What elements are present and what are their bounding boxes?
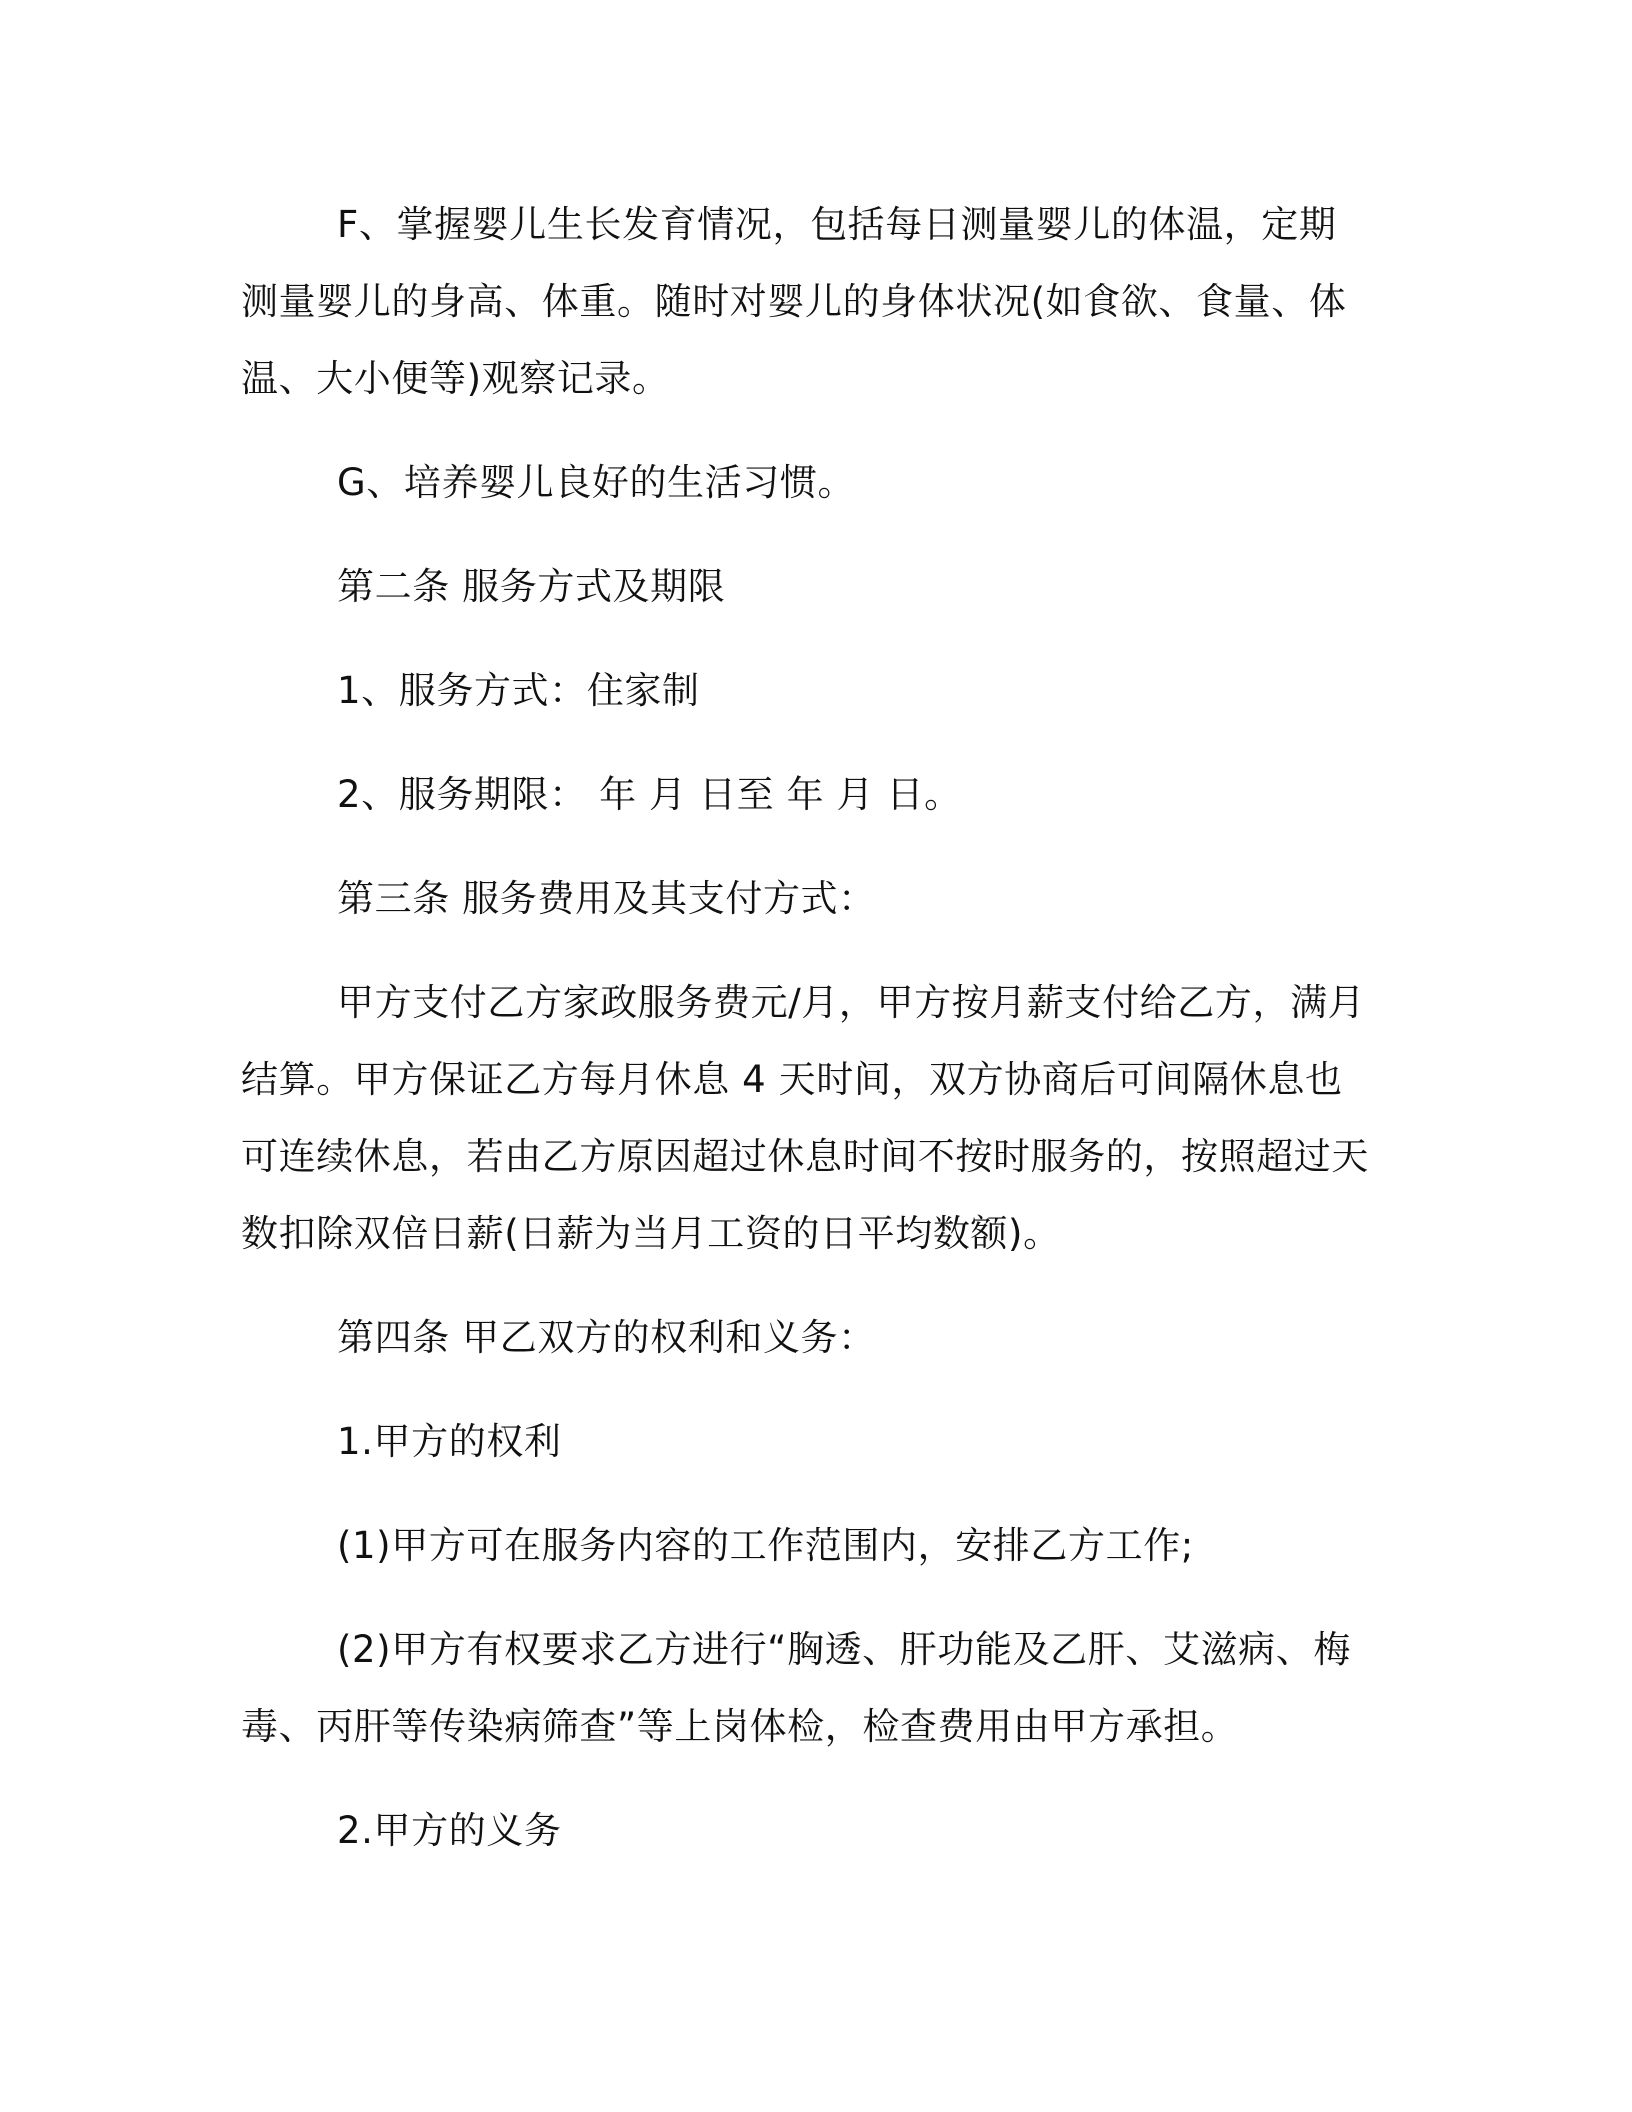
party-a-right-1: (1)甲方可在服务内容的工作范围内，安排乙方工作; [337,1524,1194,1567]
paragraph-g-living-habits: G、培养婴儿良好的生活习惯。 [337,461,856,504]
party-a-rights-heading: 1.甲方的权利 [337,1420,562,1463]
paragraph-f-infant-growth: F、掌握婴儿生长发育情况，包括每日测量婴儿的体温，定期测量婴儿的身高、体重。随时对婴儿的身体状况(如食欲、食量、体温、大小便等)观察记录。 [241,203,1347,400]
party-a-obligations-heading: 2.甲方的义务 [337,1809,562,1852]
article-3-heading: 第三条 服务费用及其支付方式： [337,877,876,920]
article-2-heading: 第二条 服务方式及期限 [337,565,726,608]
article-4-heading: 第四条 甲乙双方的权利和义务： [337,1316,876,1359]
document-body [241,186,1371,1869]
service-method: 1、服务方式：住家制 [337,669,700,712]
payment-terms: 甲方支付乙方家政服务费元/月，甲方按月薪支付给乙方，满月结算。甲方保证乙方每月休息 4 天时间，双方协商后可间隔休息也可连续休息，若由乙方原因超过休息时间不按时服务的，按照超过天数扣除双倍日薪(日薪为当月工资的日平均数额)。 [241,981,1369,1255]
party-a-right-2: (2)甲方有权要求乙方进行“胸透、肝功能及乙肝、艾滋病、梅毒、丙肝等传染病筛查”等上岗体检，检查费用由甲方承担。 [241,1628,1351,1748]
service-period: 2、服务期限： 年 月 日至 年 月 日。 [337,773,962,816]
